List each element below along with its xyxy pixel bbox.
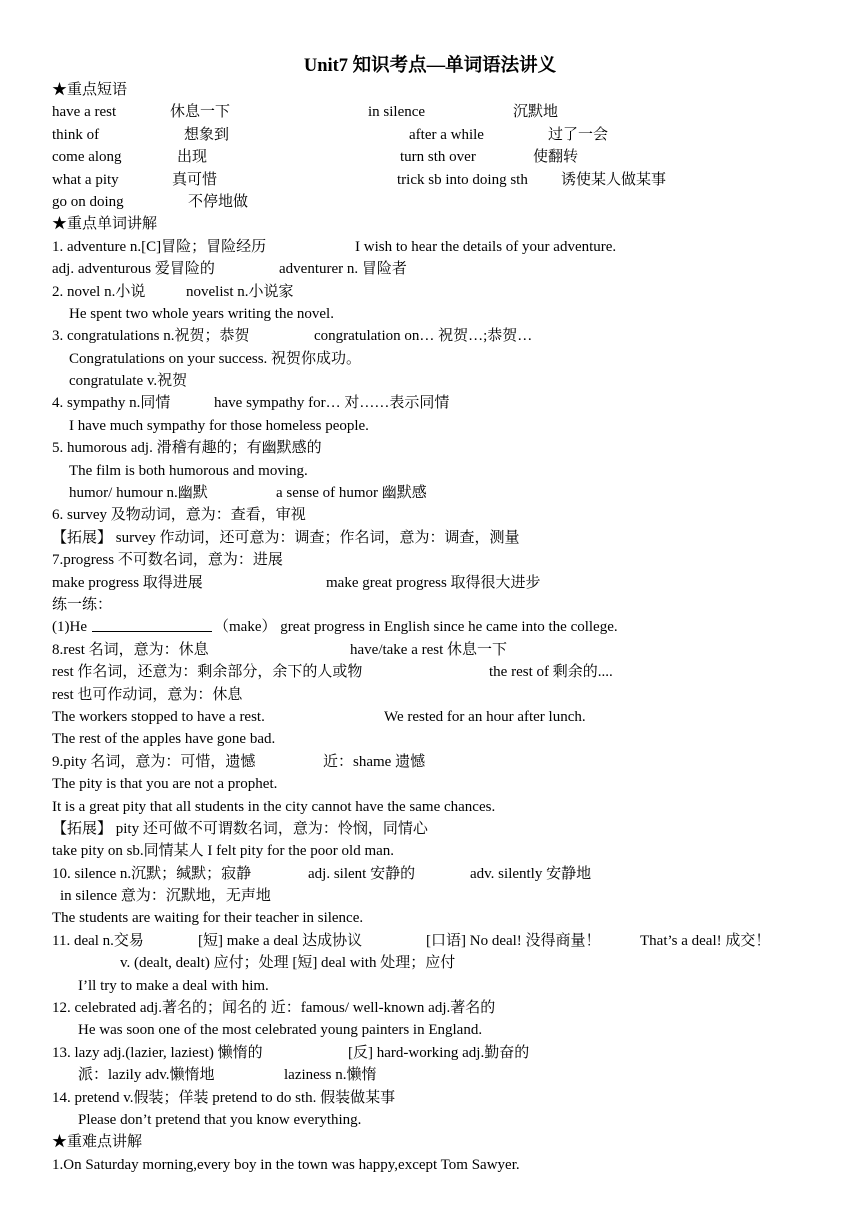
word-entry: rest 也可作动词，意为：休息 [52, 686, 243, 703]
word-entry: 4. sympathy n.同情 have sympathy for… 对……表示同情 [52, 395, 450, 412]
words-heading: ★重点单词讲解 [52, 216, 158, 233]
example-sentence: He spent two whole years writing the novel. [69, 305, 334, 322]
practice-item: (1)He （make） great progress in English since he came into the college. [52, 616, 842, 638]
example-sentence: The pity is that you are not a prophet. [52, 776, 278, 793]
example-sentence: Congratulations on your success. 祝贺你成功。 [69, 350, 362, 367]
word-entry: adj. adventurous 爱冒险的 adventurer n. 冒险者 [52, 261, 407, 278]
word-entry: 7.progress 不可数名词，意为：进展 [52, 552, 283, 569]
example-sentence: Please don’t pretend that you know everything. [78, 1111, 362, 1128]
phrase-row: go on doing 不停地做 [52, 193, 249, 210]
extension-note: 【拓展】 pity 还可做不可谓数名词，意为：怜悯，同情心 [52, 820, 428, 837]
example-sentence: He was soon one of the most celebrated young painters in England. [78, 1022, 483, 1039]
example-sentence: The workers stopped to have a rest. We rested for an hour after lunch. [52, 708, 586, 725]
word-entry: 14. pretend v.假装；佯装 pretend to do sth. 假装做某事 [52, 1089, 396, 1106]
example-sentence: The film is both humorous and moving. [69, 462, 308, 479]
example-sentence: I have much sympathy for those homeless people. [69, 417, 369, 434]
difficult-point: 1.On Saturday morning,every boy in the town was happy,except Tom Sawyer. [52, 1156, 520, 1173]
phrase-row: come along 出现 turn sth over 使翻转 [52, 149, 579, 166]
word-entry: make progress 取得进展 make great progress 取得很大进步 [52, 574, 541, 591]
word-entry: rest 作名词，还意为：剩余部分，余下的人或物 the rest of 剩余的.... [52, 664, 613, 681]
word-entry: 11. deal n.交易 [短] make a deal 达成协议 [口语] No deal! 没得商量！ That’s a deal! 成交！ [52, 932, 771, 949]
phrase-row: what a pity 真可惜 trick sb into doing sth 诱使某人做某事 [52, 171, 667, 188]
phrase-row: think of 想象到 after a while 过了一会 [52, 126, 609, 143]
word-entry: 13. lazy adj.(lazier, laziest) 懒惰的 [反] hard-working adj.勤奋的 [52, 1044, 530, 1061]
example-sentence: I’ll try to make a deal with him. [78, 977, 269, 994]
word-entry: 8.rest 名词，意为：休息 have/take a rest 休息一下 [52, 641, 508, 658]
example-sentence: It is a great pity that all students in the city cannot have the same chances. [52, 798, 496, 815]
word-entry: 5. humorous adj. 滑稽有趣的；有幽默感的 [52, 440, 322, 457]
answer-blank[interactable] [92, 616, 212, 639]
example-sentence: The students are waiting for their teacher in silence. [52, 910, 364, 927]
word-entry: 10. silence n.沉默；缄默；寂静 adj. silent 安静的 adv. silently 安静地 [52, 865, 592, 882]
word-entry: 9.pity 名词，意为：可惜，遗憾 近：shame 遗憾 [52, 753, 426, 770]
difficult-heading: ★重难点讲解 [52, 1134, 143, 1151]
word-entry: 6. survey 及物动词，意为：查看，审视 [52, 507, 306, 524]
word-entry: 2. novel n.小说 novelist n.小说家 [52, 283, 294, 300]
example-sentence: The rest of the apples have gone bad. [52, 731, 276, 748]
word-entry: 12. celebrated adj.著名的；闻名的 近：famous/ well-known adj.著名的 [52, 1000, 496, 1017]
word-entry: congratulate v.祝贺 [69, 373, 188, 390]
practice-heading: 练一练： [52, 596, 113, 613]
phrases-heading: ★重点短语 [52, 82, 128, 98]
word-entry: in silence 意为：沉默地，无声地 [60, 888, 271, 905]
word-entry: take pity on sb.同情某人 I felt pity for the poor old man. [52, 843, 395, 860]
word-entry: v. (dealt, dealt) 应付；处理 [短] deal with 处理；应付 [120, 955, 456, 972]
word-entry: 1. adventure n.[C]冒险；冒险经历 I wish to hear the details of your adventure. [52, 238, 617, 255]
blank-line [92, 616, 212, 632]
phrase-row: have a rest 休息一下 in silence 沉默地 [52, 104, 559, 121]
document-body [52, 79, 842, 1176]
extension-note: 【拓展】 survey 作动词，还可意为：调查；作名词，意为：调查，测量 [52, 529, 520, 546]
word-entry: 3. congratulations n.祝贺；恭贺 congratulation on… 祝贺…;恭贺… [52, 328, 533, 345]
word-entry: humor/ humour n.幽默 a sense of humor 幽默感 [69, 485, 427, 502]
word-entry: 派：lazily adv.懒惰地 laziness n.懒惰 [78, 1067, 377, 1084]
page-title: Unit7 知识考点—单词语法讲义 [303, 56, 557, 76]
